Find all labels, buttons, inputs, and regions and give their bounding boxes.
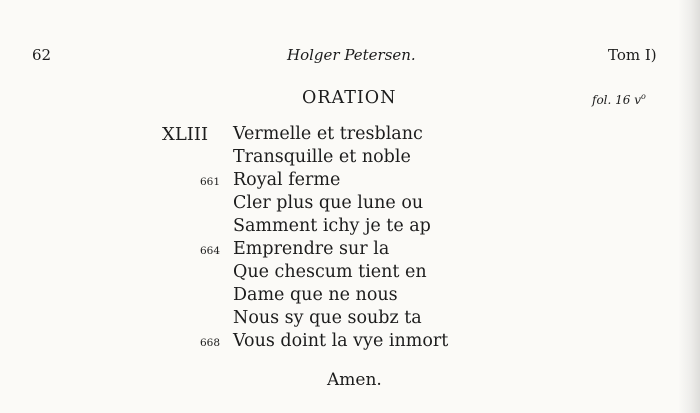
verse-line: Samment ichy je te ap xyxy=(233,216,431,236)
running-header-reference: Tom I) xyxy=(608,46,657,64)
line-number: 668 xyxy=(200,337,221,349)
verse-line: Cler plus que lune ou xyxy=(233,193,424,213)
line-number: 661 xyxy=(200,176,221,188)
verse-line: Que chescum tient en xyxy=(233,262,427,282)
verse-line: Dame que ne nous xyxy=(233,285,398,305)
verse-line: Nous sy que soubz ta xyxy=(233,308,422,328)
folio-superscript: o xyxy=(641,92,646,101)
line-number: 664 xyxy=(200,245,221,257)
verse-line: Royal ferme xyxy=(233,170,341,190)
stanza-numeral: XLIII xyxy=(162,124,209,145)
page-edge-shadow xyxy=(678,0,700,413)
verse-line: Emprendre sur la xyxy=(233,239,390,259)
closing-amen: Amen. xyxy=(327,370,382,390)
folio-reference xyxy=(592,92,646,107)
verse-line: Vermelle et tresblanc xyxy=(233,124,423,144)
running-header-author: Holger Petersen. xyxy=(287,46,416,64)
verse-line: Vous doint la vye inmort xyxy=(233,331,449,351)
folio-text: fol. 16 v xyxy=(592,93,641,107)
verse-line: Transquille et noble xyxy=(233,147,411,167)
section-title: ORATION xyxy=(302,88,397,108)
page-number: 62 xyxy=(32,46,52,64)
